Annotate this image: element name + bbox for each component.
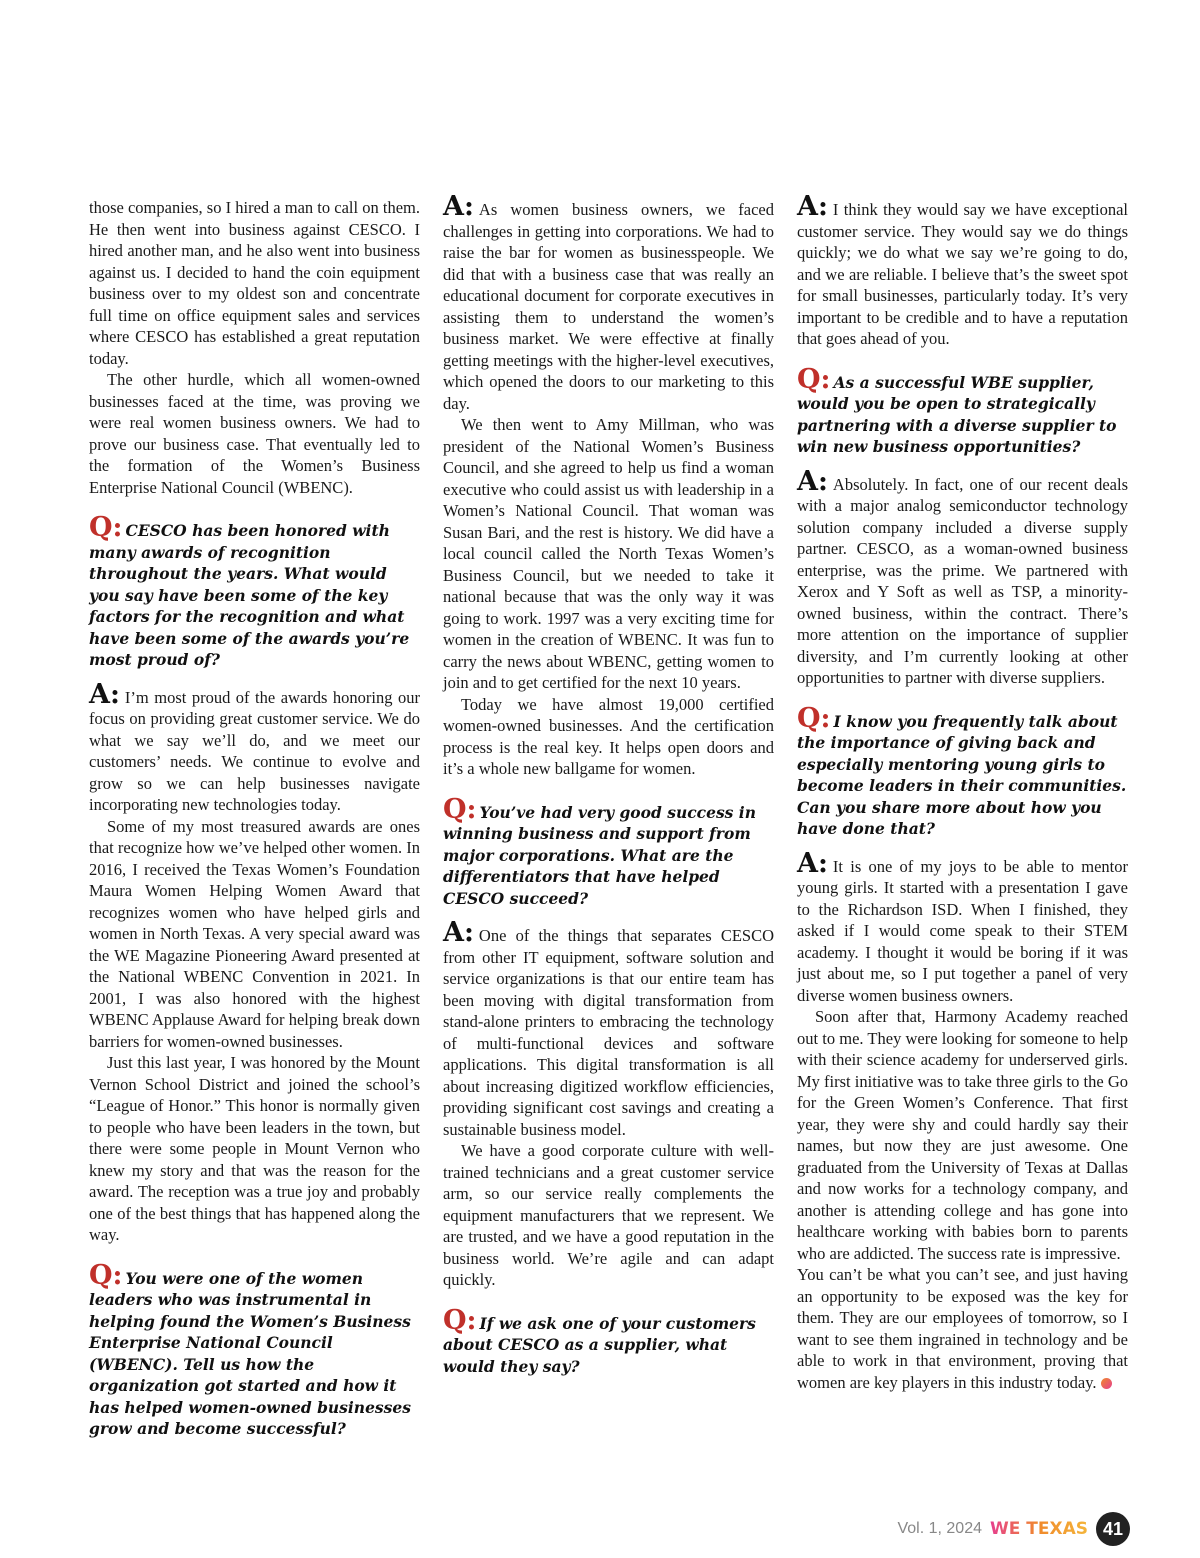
- answer-marker: A:: [797, 465, 828, 497]
- question-marker: Q:: [797, 363, 831, 395]
- question-text: You’ve had very good success in winning business and support from major corporations. What are the differentiators that have helped CESCO succeed?: [443, 802, 756, 908]
- answer-text: As women business owners, we faced challenges in getting into corporations. We had to raise the bar for women as businesspeople. We did that with a business case that was really an educational document for corporate executives in assisting them to understand the women’s business market. We were effective at finally getting meetings with the higher-level executives, which opened the doors to our marketing to this day.: [443, 200, 774, 413]
- answer-paragraph: [89, 678, 420, 816]
- brand-logo: WE TEXAS: [990, 1519, 1088, 1539]
- answer-text: It is one of my joys to be able to mentor young girls. It started with a presentation I gave to the Richardson ISD. When I finished, they asked if I would come speak to their STEM academy. I thought it would be boring if it was just about me, so I put together a panel of very diverse women business owners.: [797, 856, 1128, 1005]
- answer-paragraph: [443, 191, 774, 414]
- question-marker: Q:: [89, 512, 123, 543]
- page-number: 41: [1096, 1512, 1130, 1546]
- volume-label: Vol. 1, 2024: [897, 1520, 982, 1537]
- body-paragraph: The other hurdle, which all women-owned businesses faced at the time, was proving we were real women business owners. We had to prove our business case. That eventually led to the formation of the Women’s Business Enterprise National Council (WBENC).: [89, 370, 420, 497]
- question-heading: [89, 512, 420, 671]
- answer-marker: A:: [443, 191, 474, 222]
- page-footer: [897, 1511, 1130, 1547]
- question-text: You were one of the women leaders who was instrumental in helping found the Women’s Business Enterprise National Council (WBENC). Tell us how the organization got started and how it has helped women-owned businesses grow and become successful?: [89, 1268, 411, 1438]
- body-paragraph: Today we have almost 19,000 certified women-owned businesses. And the certification process is the real key. It helps open doors and it’s a whole new ballgame for women.: [443, 694, 774, 778]
- column-left: [89, 197, 420, 1454]
- answer-marker: A:: [89, 678, 120, 710]
- answer-marker: A:: [797, 191, 828, 222]
- body-paragraph: Just this last year, I was honored by the Mount Vernon School District and joined the school’s “League of Honor.” This honor is normally given to people who have been leaders in the town, but there were some people in Mount Vernon who knew my story and that was the reason for the award. The reception was a true joy and probably one of the best things that has happened along the way.: [89, 1053, 420, 1244]
- answer-paragraph: [797, 191, 1128, 350]
- body-paragraph: Soon after that, Harmony Academy reached out to me. They were looking for someone to help with their science academy for underserved girls. My first initiative was to take three girls to the Go for the Green Women’s Conference. That first year, they were shy and could hardly say their names, but now they are just awesome. One graduated from the University of Texas at Dallas and now works for a technology company, and another is attending college and has gone into healthcare working with babies born to parents who are addicted. The success rate is impressive.: [797, 1007, 1128, 1263]
- body-paragraph: We then went to Amy Millman, who was president of the National Women’s Business Council, and she agreed to help us find a woman executive who could assist us with leadership in a Women’s National Council. That woman was Susan Bari, and the rest is history. We did have a local council called the North Texas Women’s Business Council, but we needed to take it national because that was the only way it was going to work. 1997 was a very exciting time for women in the creation of WBENC. It was fun to carry the news about WBENC, getting women to join and to get certified for the next 10 years.: [443, 415, 774, 692]
- body-paragraph: those companies, so I hired a man to call on them. He then went into business against CESCO. I hired another man, and he also went into business against us. I decided to hand the coin equipment business over to my oldest son and concentrate full time on office equipment sales and services where CESCO has established a great reputation today.: [89, 198, 420, 368]
- question-marker: Q:: [89, 1259, 123, 1291]
- closing-text: You can’t be what you can’t see, and just having an opportunity to be exposed was the key for them. They are our employees of tomorrow, so I want to see them ingrained in technology and be able to work in that environment, proving that women are key players in this industry today.: [797, 1265, 1128, 1392]
- question-marker: Q:: [443, 1304, 477, 1336]
- answer-paragraph: [797, 847, 1128, 1007]
- answer-paragraph: [443, 917, 774, 1140]
- answer-text: One of the things that separates CESCO from other IT equipment, software solution and service organizations is that our entire team has been moving with digital transformation from stand-alone printers to embracing the technology of multi-functional devices and software applications. This digital transformation is all about increasing digitized workflow efficiencies, providing significant cost savings and creating a sustainable business model.: [443, 926, 774, 1139]
- body-paragraph: Some of my most treasured awards are ones that recognize how we’ve helped other women. In 2016, I received the Texas Women’s Foundation Maura Women Helping Women Award that recognizes women who have helped girls and women in North Texas. A very special award was the WE Magazine Pioneering Award presented at the National WBENC Convention in 2021. In 2001, I was also honored with the highest WBENC Applause Award for helping break down barriers for women-owned businesses.: [89, 816, 420, 1051]
- question-heading: [797, 702, 1128, 840]
- question-marker: Q:: [443, 793, 477, 825]
- body-paragraph: [797, 1264, 1128, 1393]
- question-heading: [89, 1259, 420, 1440]
- question-heading: [797, 363, 1128, 458]
- column-right: [797, 191, 1128, 1393]
- answer-marker: A:: [443, 917, 474, 948]
- answer-text: I think they would say we have exceptional customer service. They would say we do things quickly; we do what we say we’re going to do, and we are reliable. I believe that’s the sweet spot for small businesses, particularly today. It’s very important to be credible and to have a reputation that goes ahead of you.: [797, 200, 1128, 348]
- answer-marker: A:: [797, 847, 828, 879]
- question-marker: Q:: [797, 702, 831, 734]
- column-middle: [443, 191, 774, 1391]
- body-paragraph: We have a good corporate culture with well-trained technicians and a great customer service arm, so our service really complements the equipment manufacturers that we represent. We are trusted, and we have a good reputation in the business world. We’re agile and can adapt quickly.: [443, 1141, 774, 1289]
- question-text: As a successful WBE supplier, would you be open to strategically partnering with a diverse supplier to win new business opportunities?: [797, 372, 1117, 456]
- answer-text: Absolutely. In fact, one of our recent deals with a major analog semiconductor technology solution company included a diverse supply partner. CESCO, as a woman-owned business enterprise, was the prime. We partnered with Xerox and Y Soft as well as TSP, a minority-owned business, within the contract. There’s more attention on the importance of supplier diversity, and I’m currently looking at other opportunities to partner with diverse suppliers.: [797, 474, 1128, 687]
- answer-text: I’m most proud of the awards honoring our focus on providing great customer service. We do what we say we’ll do, and we meet our customers’ needs. We continue to evolve and grow so we can help businesses navigate incorporating new technologies today.: [89, 687, 420, 814]
- question-text: CESCO has been honored with many awards of recognition throughout the years. What would you say have been some of the key factors for the recognition and what have been some of the awards you’re most proud of?: [89, 521, 410, 669]
- end-mark-icon: [1101, 1378, 1112, 1389]
- question-text: I know you frequently talk about the importance of giving back and especially mentoring young girls to become leaders in their communities. Can you share more about how you have done that?: [797, 711, 1127, 838]
- question-text: If we ask one of your customers about CESCO as a supplier, what would they say?: [443, 1313, 756, 1376]
- question-heading: [443, 793, 774, 910]
- answer-paragraph: [797, 465, 1128, 689]
- question-heading: [443, 1304, 774, 1378]
